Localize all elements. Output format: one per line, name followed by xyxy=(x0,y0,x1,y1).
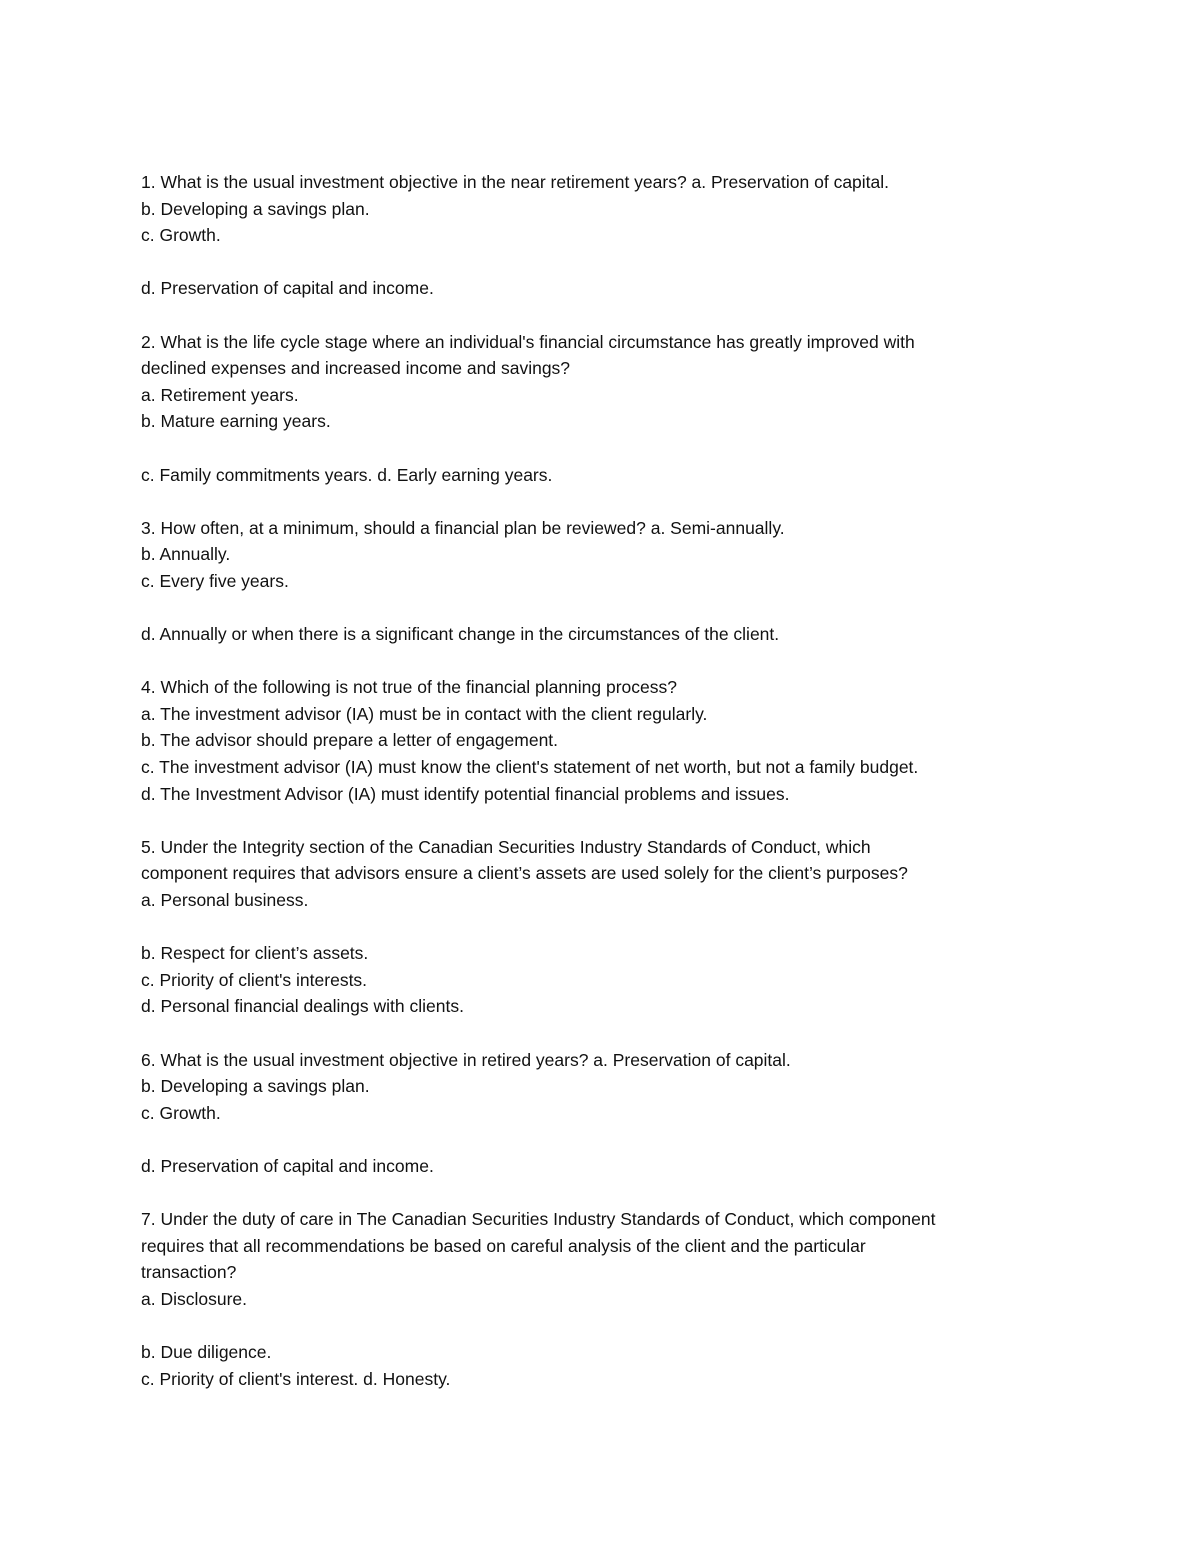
document-paragraph xyxy=(141,329,1061,435)
text-line: c. The investment advisor (IA) must know the client's statement of net worth, but not a family budget. xyxy=(141,757,919,778)
text-line: d. Annually or when there is a significant change in the circumstances of the client. xyxy=(141,624,780,645)
text-line: a. The investment advisor (IA) must be in contact with the client regularly. xyxy=(141,703,708,724)
text-line: c. Every five years. xyxy=(141,570,289,591)
text-line: declined expenses and increased income and savings? xyxy=(141,358,571,379)
text-line: b. Respect for client’s assets. xyxy=(141,943,369,964)
document-paragraph xyxy=(141,1339,1061,1392)
text-line: c. Growth. xyxy=(141,1102,221,1123)
text-line: c. Family commitments years. d. Early earning years. xyxy=(141,464,553,485)
document-paragraph xyxy=(141,169,1061,249)
text-line: d. Preservation of capital and income. xyxy=(141,278,434,299)
text-line: c. Priority of client's interests. xyxy=(141,969,368,990)
text-line: 3. How often, at a minimum, should a financial plan be reviewed? a. Semi-annually. xyxy=(141,517,785,538)
document-paragraph xyxy=(141,674,1061,807)
text-line: 4. Which of the following is not true of the financial planning process? xyxy=(141,677,678,698)
text-line: a. Retirement years. xyxy=(141,384,299,405)
text-line: b. Developing a savings plan. xyxy=(141,198,370,219)
text-line: transaction? xyxy=(141,1262,237,1283)
document-paragraph xyxy=(141,940,1061,1020)
text-line: b. Annually. xyxy=(141,544,231,565)
text-line: d. Personal financial dealings with clients. xyxy=(141,996,464,1017)
text-line: b. Mature earning years. xyxy=(141,411,331,432)
text-line: c. Growth. xyxy=(141,225,221,246)
text-line: 6. What is the usual investment objective in retired years? a. Preservation of capital. xyxy=(141,1049,791,1070)
text-line: component requires that advisors ensure a client’s assets are used solely for the client’s purposes? xyxy=(141,863,908,884)
text-line: a. Personal business. xyxy=(141,890,309,911)
document-paragraph xyxy=(141,515,1061,595)
document-paragraph xyxy=(141,1153,1061,1180)
document-body xyxy=(141,169,1061,1419)
document-paragraph xyxy=(141,462,1061,489)
text-line: b. Due diligence. xyxy=(141,1342,272,1363)
text-line: d. Preservation of capital and income. xyxy=(141,1155,434,1176)
text-line: 7. Under the duty of care in The Canadian Securities Industry Standards of Conduct, which component xyxy=(141,1209,936,1230)
text-line: c. Priority of client's interest. d. Honesty. xyxy=(141,1368,451,1389)
document-paragraph xyxy=(141,834,1061,914)
text-line: b. Developing a savings plan. xyxy=(141,1076,370,1097)
text-line: b. The advisor should prepare a letter of engagement. xyxy=(141,730,559,751)
document-paragraph xyxy=(141,275,1061,302)
document-paragraph xyxy=(141,1047,1061,1127)
text-line: 5. Under the Integrity section of the Canadian Securities Industry Standards of Conduct, which xyxy=(141,836,871,857)
text-line: d. The Investment Advisor (IA) must identify potential financial problems and issues. xyxy=(141,783,790,804)
document-paragraph xyxy=(141,1206,1061,1312)
document-paragraph xyxy=(141,621,1061,648)
text-line: 2. What is the life cycle stage where an individual's financial circumstance has greatly improved with xyxy=(141,331,915,352)
text-line: a. Disclosure. xyxy=(141,1288,248,1309)
text-line: requires that all recommendations be based on careful analysis of the client and the particular xyxy=(141,1235,866,1256)
text-line: 1. What is the usual investment objective in the near retirement years? a. Preservation of capital. xyxy=(141,172,890,192)
